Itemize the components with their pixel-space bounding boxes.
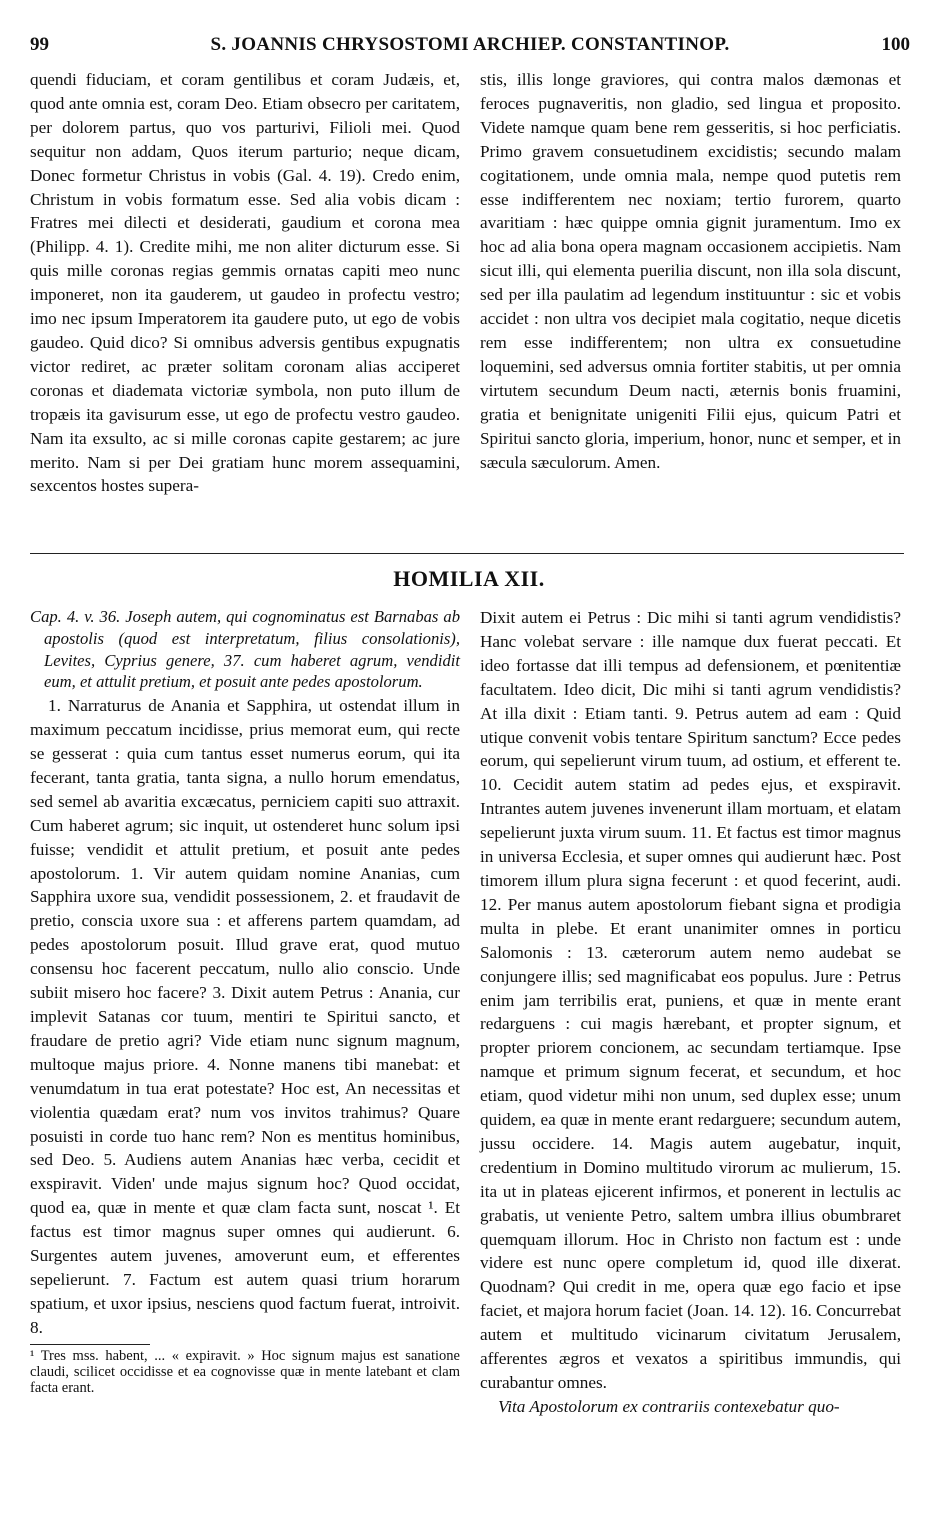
- top-right-column: [480, 68, 901, 474]
- bottom-right-column: [480, 606, 901, 1419]
- top-left-paragraph: quendi fiduciam, et coram gentilibus et coram Judæis, et, quod ante omnia est, coram Deo. Etiam obsecro per caritatem, per dolorem partus, quo vos parturivi, Filioli mei. Quod sequitur non addam, Quos iterum parturio; neque dicam, Donec formetur Christus in vobis (Gal. 4. 19). Credo enim, Christum in vobis formatum esse. Sed alia vobis dicam : Fratres mei dilecti et desiderati, gaudium et corona mea (Philipp. 4. 1). Credite mihi, me non aliter dicturum esse. Si quis mille coronas regias gemmis ornatas capiti meo nunc imponeret, non ita gauderem, ut gaudeo in profectu vestro; imo nec ipsum Imperatorem ita gaudere puto, ut ego de vobis gaudeo. Quid dico? Si omnibus adversis gentibus expugnatis victor rediret, ac præter solitam coronam alias acciperet coronas et diademata victoriæ symbola, non puto illum de tropæis ita gavisurum esse, ut ego de profectu vestro gaudeo. Nam ita exsulto, ac si mille coronas capite gestarem; ac jure merito. Nam si per Dei gratiam hunc morem assequamini, sexcentos hostes supera-: [30, 70, 460, 496]
- running-header: [30, 34, 910, 64]
- commentary-paragraph: 1. Narraturus de Anania et Sapphira, ut ostendat illum in maximum peccatum incidisse, prius memorat eum, qui recte se gesserat : quia cum tantus esset numerus eorum, qui ita fecerant, tanta gratia, tanta signa, a nullo horum emendatus, sed semel ab avaritia excæcatus, perniciem capiti suo attraxit. Cum haberet agrum; sic inquit, ut ostenderet hunc solum ipsi fuisse; vendidit et attulit pretium, et posuit ante pedes apostolorum. 1. Vir autem quidam nomine Ananias, cum Sapphira uxore sua, vendidit possessionem, 2. et fraudavit de pretio, conscia uxore sua : et afferens partem quamdam, ad pedes apostolorum posuit. Illud grave erat, quod mutuo consensu hoc facerent peccatum, nullo alio conscio. Unde subiit misero hoc facere? 3. Dixit autem Petrus : Anania, cur implevit Satanas cor tuum, mentiri te Spiritui sancto, et fraudare de pretio agri? Vide etiam nunc signum magnum, multoque majus priore. 4. Nonne manens tibi manebat: et venumdatum in tua erat potestate? Hoc est, An necessitas et violentia quædam erat? num vos invitos trahimus? Quare posuisti in corde tuo hanc rem? Non es mentitus hominibus, sed Deo. 5. Audiens autem Ananias hæc verba, cecidit et exspiravit. Viden' unde majus signum hoc? Quod occidat, quod ea, quæ in mente et quæ clam facta sunt, noscat ¹. Et factus est timor magnus super omnes qui audierunt. 6. Surgentes autem juvenes, amoverunt eum, et efferentes sepelierunt. 7. Factum est autem quasi trium horarum spatium, et uxor ipsius, nesciens quod factum fuerat, introivit. 8.: [30, 696, 460, 1337]
- bottom-left-column: [30, 606, 460, 1396]
- footnote: ¹ Tres mss. habent, ... « expiravit. » Hoc signum majus est sanatione claudi, scilicet occidisse et ea cognovisse quæ in mente latebant et clam facta erant.: [30, 1347, 460, 1396]
- section-divider: [30, 553, 904, 554]
- footnote-rule: [30, 1344, 150, 1345]
- top-right-paragraph: stis, illis longe graviores, qui contra malos dæmonas et feroces pugnaveritis, non gladio, sed lingua et proposito. Videte namque quam bene rem gesseritis, si hoc perficiatis. Primo gravem consuetudinem excidistis; secundo malam cogitationem, unde omnia mala, nempe quod putetis rem esse indifferentem nec noxiam; tertio furorem, quarto avaritiam : hæc quippe omnia gignit juramentum. Imo ex hoc ad alia bona opera magnam occasionem accipietis. Nam sicut illi, qui elementa puerilia discunt, non illa sola discunt, sed per illa paulatim ad legendum instituuntur : sic et vobis accidet : non ultra vos decipiet mala cogitatio, neque dicetis rem esse indifferentem; non ultra ex consuetudine loquemini, sed adversus omnia fortiter stabitis, ut per omnia virtutem secundum Deum nacti, æternis bonis fruamini, gratia et benignitate unigeniti Filii ejus, quicum Patri et Spiritui sancto gloria, imperium, honor, nunc et semper, et in sæcula sæculorum. Amen.: [480, 70, 901, 472]
- left-page-number: 99: [30, 34, 49, 55]
- commentary-continuation: Dixit autem ei Petrus : Dic mihi si tanti agrum vendidistis? Hanc volebat servare : ille namque dux fuerat peccati. Et ideo fortasse dat illi tempus ad defensionem, et pœnitentiæ facultatem. Ideo dicit, Dic mihi si tanti agrum vendidistis? At illa dixit : Etiam tanti. 9. Petrus autem ad eam : Quid utique convenit vobis tentare Spiritum sanctum? Ecce pedes eorum, qui sepelierunt virum tuum, ad ostium, et efferent te. 10. Cecidit autem statim ad pedes ejus, et exspiravit. Intrantes autem juvenes invenerunt illam mortuam, et elatam sepelierunt juxta virum suum. 11. Et factus est timor magnus in universa Ecclesia, et super omnes qui audierunt hæc. Post timorem illum plura signa fecerunt : et quod fecerint, audi. 12. Per manus autem apostolorum fiebant signa et prodigia multa in plebe. Et erant unanimiter omnes in porticu Salomonis : 13. cæterorum autem nemo audebat se conjungere illis; sed magnificabat eos populus. Jure : Petrus enim jam terribilis erat, puniens, et quæ in mente erant redarguens : cui magis hærebant, et propter signum, et propter priorem concionem, ac secundam tertiamque. Ipse namque et primum signum fecerat, et secundum, et hoc etiam, quod videtur mihi non unum, sed duplex esse; unum quidem, ea quæ in mente erant redarguere; secundum autem, jussu occidere. 14. Magis autem augebatur, inquit, credentium in Domino multitudo virorum ac mulierum, 15. ita ut in plateas ejicerent infirmos, et ponerent in lectulis ac grabatis, ut veniente Petro, saltem umbra illius obumbraret quemquam illorum. Hoc in Christo non factum est : unde videre est nunc opere completum id, quod ille dixerat. Quodnam? Qui credit in me, opera quæ ego facio et ipse faciet, et majora horum faciet (Joan. 14. 12). 16. Concurrebat autem et multitudo vicinarum civitatum Jerusalem, afferentes ægros et vexatos a spiritibus immundis, qui curabantur omnes.: [480, 608, 901, 1392]
- scripture-lemma: Cap. 4. v. 36. Joseph autem, qui cognominatus est Barnabas ab apostolis (quod est interpretatum, filius consolationis), Levites, Cyprius genere, 37. cum haberet agrum, vendidit eum, et attulit pretium, et posuit ante pedes apostolorum.: [30, 607, 460, 692]
- homily-heading: HOMILIA XII.: [393, 566, 545, 591]
- top-left-column: [30, 68, 460, 498]
- running-title: S. JOANNIS CHRYSOSTOMI ARCHIEP. CONSTANTINOP.: [210, 34, 730, 55]
- right-page-number: 100: [881, 34, 910, 55]
- closing-line: Vita Apostolorum ex contrariis contexebatur quo-: [498, 1396, 840, 1416]
